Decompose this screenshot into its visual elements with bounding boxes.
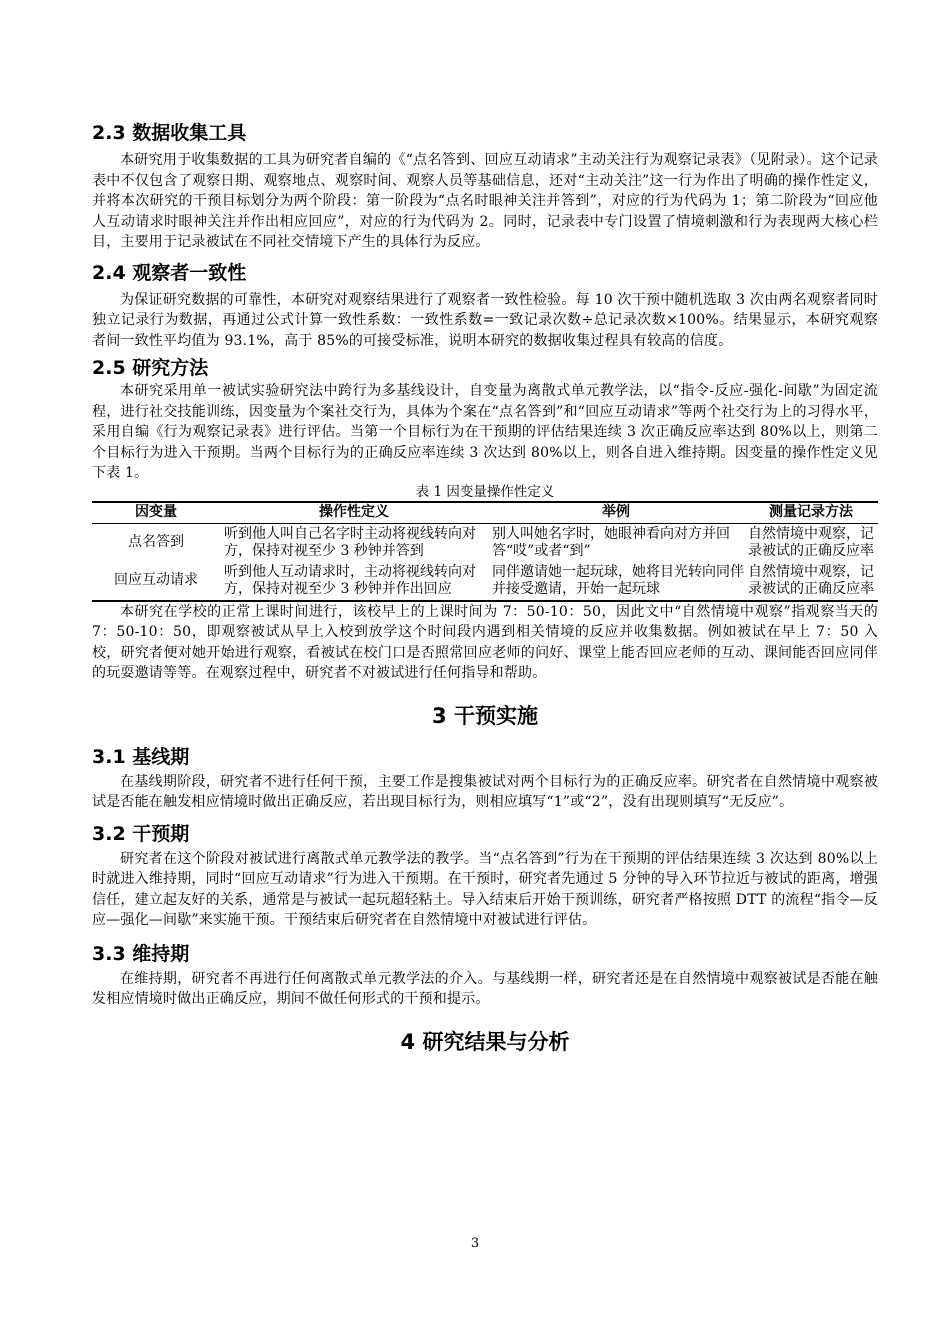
section-heading-2-5: 2.5 研究方法 <box>92 357 209 379</box>
section-heading-3-2: 3.2 干预期 <box>92 822 190 845</box>
table-cell-example: 别人叫她名字时，她眼神看向对方并回答“哎”或者“到” <box>492 525 730 559</box>
page-number: 3 <box>470 1236 480 1251</box>
operational-definition-table <box>92 501 878 602</box>
table-cell-example: 同伴邀请她一起玩球，她将目光转向同伴并接受邀请，开始一起玩球 <box>488 562 744 601</box>
chapter-heading-3: 3 干预实施 <box>432 703 538 728</box>
paragraph-after-table: 本研究在学校的正常上课时间进行，该校早上的上课时间为 7：50-10：50，因此文中“自然情境中观察”指观察当天的 7：50-10：50，即观察被试从早上入校到放学这个时间段内遇到相关情境的反应并收集数据。例如被试在早上 7：50 入校，研究者便对她开始进行观察，看被试在校门口是否照常回应老师的问好、课堂上能否回应老师的互动、课间能否回应同伴的玩耍邀请等等。在观察过程中，研究者不对被试进行任何指导和帮助。 <box>92 603 878 681</box>
table-cell-definition: 听到他人互动请求时，主动将视线转向对方，保持对视至少 3 秒钟并作出回应 <box>220 562 488 601</box>
paragraph-2-5: 本研究采用单一被试实验研究法中跨行为多基线设计，自变量为离散式单元教学法，以“指令-反应-强化-间歇”为固定流程，进行社交技能训练，因变量为个案社交行为，具体为个案在“点名答到”和“回应互动请求”等两个社交行为上的习得水平，采用自编《行为观察记录表》进行评估。当第一个目标行为在干预期的评估结果连续 3 次正确反应率达到 80%以上，则第二个目标行为进入干预期。当两个目标行为的正确反应率连续 3 次达到 80%以上，则各自进入维持期。因变量的操作性定义见下表 1。 <box>92 383 878 481</box>
table-row <box>92 562 878 601</box>
table-header-cell: 因变量 <box>92 502 220 524</box>
paragraph-3-1: 在基线期阶段，研究者不进行任何干预，主要工作是搜集被试对两个目标行为的正确反应率。研究者在自然情境中观察被试是否能在触发相应情境时做出正确反应，若出现目标行为，则相应填写“1”或“2”，没有出现则填写“无反应”。 <box>92 773 878 810</box>
section-heading-2-3: 2.3 数据收集工具 <box>92 122 247 144</box>
table-cell-method: 自然情境中观察，记录被试的正确反应率 <box>744 562 878 601</box>
section-heading-3-1: 3.1 基线期 <box>92 745 190 768</box>
table-cell-definition: 听到他人叫自己名字时主动将视线转向对方，保持对视至少 3 秒钟并答到 <box>224 525 476 559</box>
paragraph-2-4: 为保证研究数据的可靠性，本研究对观察结果进行了观察者一致性检验。每 10 次干预中随机选取 3 次由两名观察者同时独立记录行为数据，再通过公式计算一致性系数：一致性系数=一致记录次数÷总记录次数×100%。结果显示，本研究观察者间一致性平均值为 93.1%，高于 85%的可接受标准，说明本研究的数据收集过程具有较高的信度。 <box>92 291 878 349</box>
section-heading-2-4: 2.4 观察者一致性 <box>92 261 247 284</box>
table-header-cell: 举例 <box>488 502 744 524</box>
table-caption: 表 1 因变量操作性定义 <box>415 483 555 500</box>
table-cell-variable: 回应互动请求 <box>92 562 220 601</box>
paragraph-2-3: 本研究用于收集数据的工具为研究者自编的《“点名答到、回应互动请求”主动关注行为观察记录表》（见附录）。这个记录表中不仅包含了观察日期、观察地点、观察时间、观察人员等基础信息，还对“主动关注”这一行为作出了明确的操作性定义，并将本次研究的干预目标划分为两个阶段：第一阶段为“点名时眼神关注并答到”，对应的行为代码为 1；第二阶段为“回应他人互动请求时眼神关注并作出相应回应”，对应的行为代码为 2。同时，记录表中专门设置了情境刺激和行为表现两大核心栏目，主要用于记录被试在不同社交情境下产生的具体行为反应。 <box>92 152 878 250</box>
paragraph-3-2: 研究者在这个阶段对被试进行离散式单元教学法的教学。当“点名答到”行为在干预期的评估结果连续 3 次达到 80%以上时就进入维持期，同时“回应互动请求”行为进入干预期。在干预时，研究者先通过 5 分钟的导入环节拉近与被试的距离，增强信任，建立起友好的关系，通常是与被试一起玩超轻粘土。导入结束后开始干预训练，研究者严格按照 DTT 的流程“指令—反应—强化—间歇”来实施干预。干预结束后研究者在自然情境中对被试进行评估。 <box>92 850 878 928</box>
table-header-cell: 测量记录方法 <box>744 502 878 524</box>
table-header-row <box>92 502 878 524</box>
section-heading-3-3: 3.3 维持期 <box>92 942 190 965</box>
paragraph-3-3: 在维持期，研究者不再进行任何离散式单元教学法的介入。与基线期一样，研究者还是在自然情境中观察被试是否能在触发相应情境时做出正确反应，期间不做任何形式的干预和提示。 <box>92 970 878 1007</box>
table-header-cell: 操作性定义 <box>220 502 488 524</box>
table-cell-variable: 点名答到 <box>128 534 184 550</box>
chapter-heading-4: 4 研究结果与分析 <box>400 1029 570 1054</box>
page-content <box>92 118 878 1060</box>
table-cell-method: 自然情境中观察，记录被试的正确反应率 <box>748 525 874 559</box>
table-row <box>92 523 878 562</box>
